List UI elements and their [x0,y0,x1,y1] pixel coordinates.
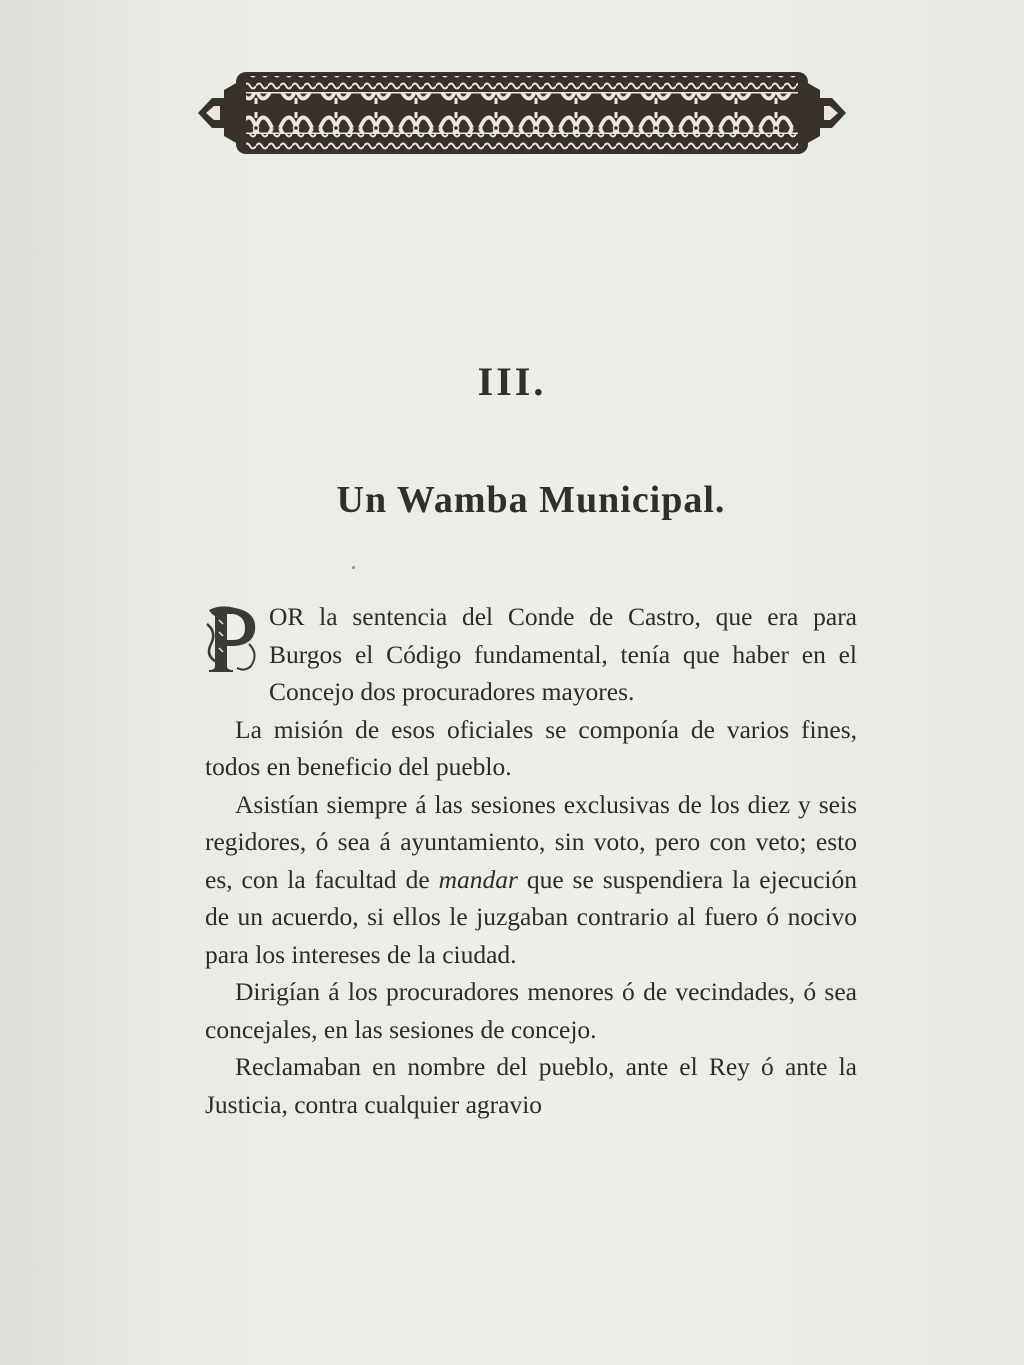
paragraph-2: La misión de esos oficiales se componía de varios fines, todos en beneficio del pueblo. [205,714,857,781]
paragraph-3-text-end: que se suspendiera la ejecución de un acuerdo, si ellos le juzgaban contrario al fuero ó nocivo para los intereses de la ciudad. [205,864,857,969]
paragraph-5: Reclamaban en nombre del pueblo, ante el Rey ó ante la Justicia, contra cualquier agravio [205,1052,857,1119]
ink-speck [352,566,355,569]
italic-word: mandar [438,864,518,894]
paragraph-4: Dirigían á los procuradores menores ó de vecindades, ó sea concejales, en las sesiones de concejo. [205,977,857,1044]
header-ornament-icon [196,68,848,158]
paragraph-1-text: la sentencia del Conde de Castro, que era para Burgos el Código fundamental, tenía que haber en el Concejo dos procuradores mayores. [269,602,857,706]
chapter-number: III. [477,359,547,404]
ornate-initial-p-icon [205,604,261,674]
opening-smallcaps: OR [269,602,305,631]
paragraph-1 [205,598,857,711]
chapter-title: Un Wamba Municipal. [336,479,726,521]
paragraph-3-text-start: Asistían siempre á las sesiones exclusivas de los diez y seis regidores, ó sea á ayuntamiento, sin voto, pero con veto; esto es, con la facultad de [205,789,857,894]
paragraph-3 [205,786,857,974]
body-text [205,598,857,1123]
